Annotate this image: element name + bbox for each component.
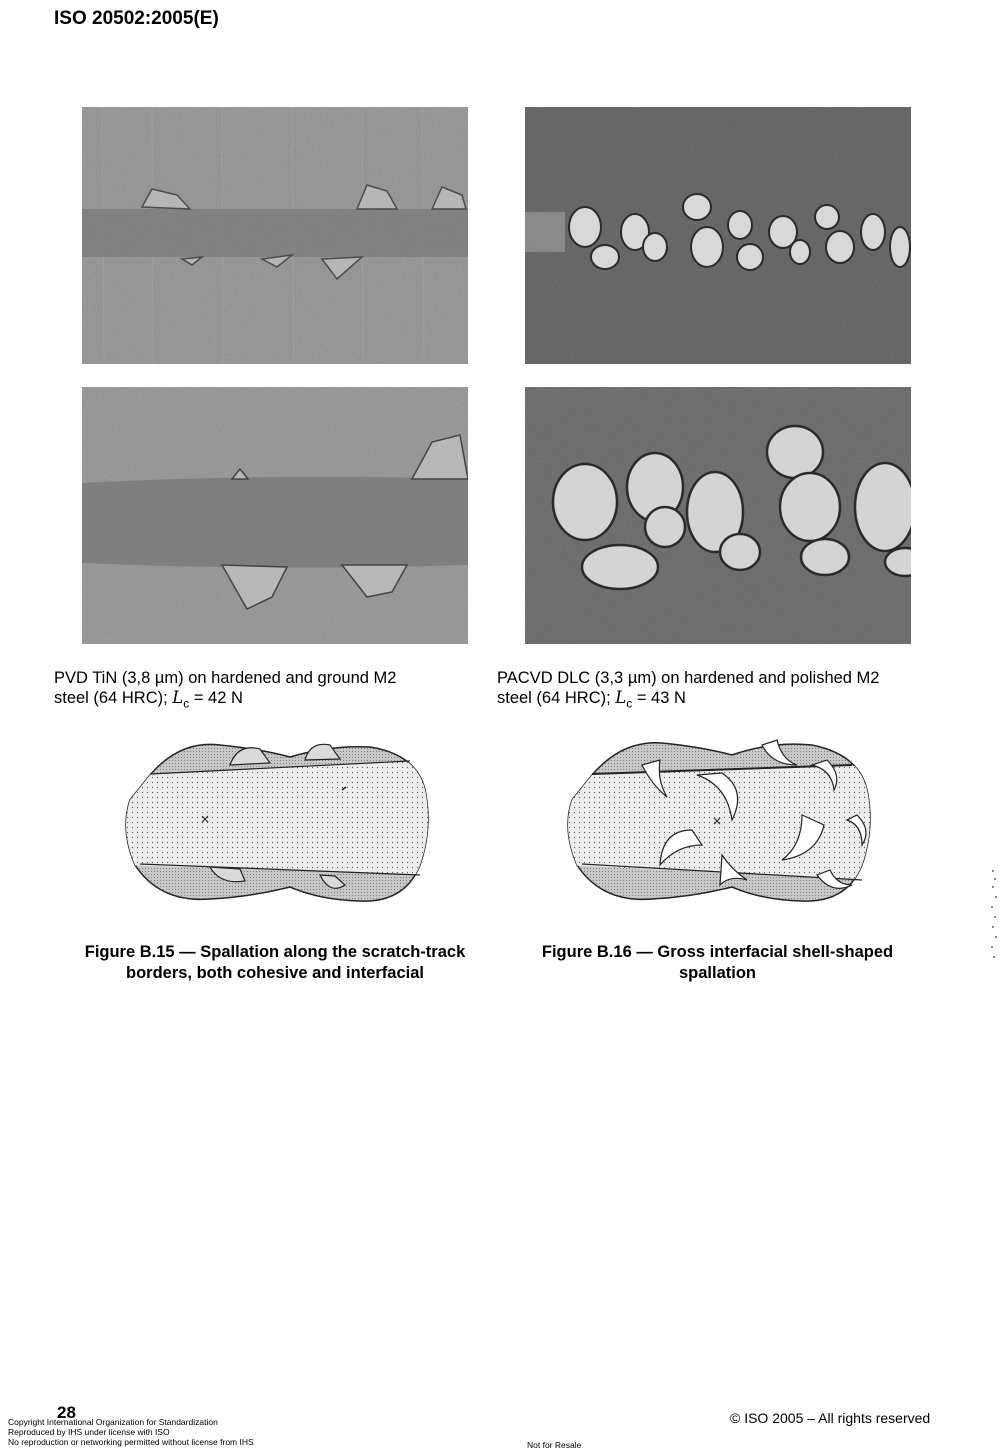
- not-for-resale-notice: Not for Resale: [527, 1440, 582, 1450]
- figure-b15-title-line2: borders, both cohesive and interfacial: [126, 964, 424, 982]
- svg-text:×: ×: [200, 812, 211, 826]
- figure-b16-title-line1: Figure B.16 — Gross interfacial shell-shaped: [541, 943, 894, 961]
- figure-b16-schematic: [562, 735, 882, 915]
- critical-load-value: = 43 N: [632, 689, 686, 707]
- page-number: 28: [57, 1403, 76, 1422]
- caption-prefix: steel (64 HRC);: [54, 689, 173, 707]
- figure-b15-photo-caption: [54, 668, 396, 713]
- copyright-line: No reproduction or networking permitted without license from IHS: [8, 1437, 254, 1447]
- figure-b15-caption-line2: [54, 688, 396, 713]
- critical-load-subscript: c: [626, 696, 633, 711]
- tin-micrograph-low-mag: [82, 107, 468, 364]
- dlc-micrograph-low-mag: [525, 107, 911, 364]
- critical-load-value: = 42 N: [189, 689, 243, 707]
- critical-load-symbol: L: [172, 688, 184, 707]
- figure-b15-title-line1: Figure B.15 — Spallation along the scratch-track: [84, 943, 466, 961]
- figure-b16-photo-caption: [497, 668, 879, 713]
- footer-copyright-notice: [8, 1417, 254, 1447]
- tin-micrograph-high-mag: [82, 387, 468, 644]
- figure-b16-caption-line1: PACVD DLC (3,3 µm) on hardened and polished M2: [497, 669, 880, 687]
- figure-b16-title-line2: spallation: [678, 964, 756, 982]
- svg-text:×: ×: [712, 814, 723, 828]
- critical-load-subscript: c: [183, 696, 190, 711]
- copyright-line: Reproduced by IHS under license with ISO: [8, 1427, 170, 1437]
- document-header: ISO 20502:2005(E): [54, 8, 219, 29]
- dlc-micrograph-high-mag: [525, 387, 911, 644]
- figure-b15-caption-line1: PVD TiN (3,8 µm) on hardened and ground M2: [54, 669, 397, 687]
- iso-rights-notice: © ISO 2005 – All rights reserved: [730, 1410, 931, 1426]
- side-scan-marks: [990, 870, 998, 960]
- figure-b16-caption-line2: [497, 688, 879, 713]
- critical-load-symbol: L: [615, 688, 627, 707]
- copyright-line: Copyright International Organization for Standardization: [8, 1417, 218, 1427]
- caption-prefix: steel (64 HRC);: [497, 689, 616, 707]
- figure-b15-schematic: [120, 735, 440, 915]
- figure-b16-title: [485, 942, 950, 984]
- figure-b15-title: [40, 942, 510, 984]
